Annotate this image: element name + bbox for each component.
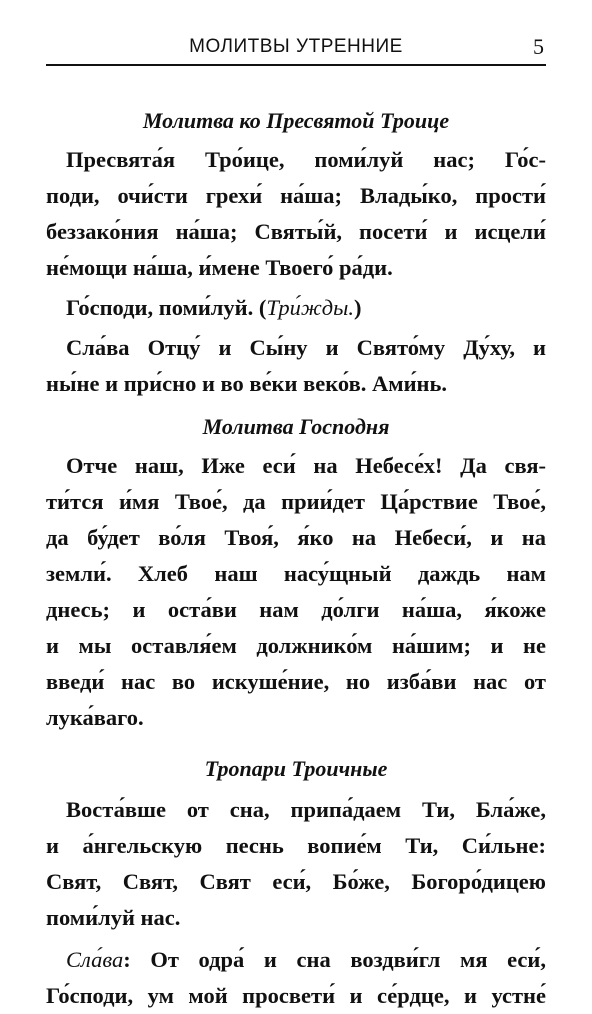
text-fragment: Го́споди, поми́луй. ( (66, 295, 267, 320)
text-fragment: : От одра́ и сна воздви́гл мя еси́, (123, 947, 546, 972)
text-line: лука́ваго. (46, 705, 144, 730)
paragraph (46, 792, 546, 936)
rubric-italic: Три́жды. (266, 295, 355, 320)
text-line: беззако́ния на́ша; Святы́й, посети́ и исцели́ (46, 219, 546, 244)
text-line: Пресвята́я Тро́ице, поми́луй нас; Го́с- (66, 147, 546, 172)
paragraph (46, 330, 546, 402)
text-line: Воста́вше от сна, припа́даем Ти, Бла́же, (66, 797, 546, 822)
text-line: и мы оставля́ем должнико́м на́шим; и не (46, 633, 546, 658)
text-fragment: ) (354, 295, 362, 320)
text-line: земли́. Хлеб наш насу́щный даждь нам (46, 561, 546, 586)
text-line: Го́споди, ум мой просвети́ и се́рдце, и устне́ (46, 983, 546, 1008)
book-page (46, 30, 546, 1014)
text-line: да бу́дет во́ля Твоя́, я́ко на Небеси́, и на (46, 525, 546, 550)
section-title-lords-prayer: Молитва Господня (202, 414, 390, 439)
section-title-trinity-troparia: Тропари Троичные (204, 756, 388, 781)
text-line (46, 942, 546, 978)
paragraph (46, 942, 546, 1014)
text-line: Свят, Свят, Свят еси́, Бо́же, Богоро́дицею (46, 869, 546, 894)
text-line: и а́нгельскую песнь вопие́м Ти, Си́льне: (46, 833, 546, 858)
page-header (46, 30, 546, 66)
text-line: Отче наш, Иже еси́ на Небесе́х! Да свя- (66, 453, 546, 478)
section-title-trinity-prayer: Молитва ко Пресвятой Троице (142, 108, 450, 133)
rubric-italic: Сла́ва (66, 947, 124, 972)
paragraph (46, 290, 546, 326)
text-line (46, 290, 546, 326)
text-line: не́мощи на́ша, и́мене Твоего́ ра́ди. (46, 255, 393, 280)
text-line: ти́тся и́мя Твое́, да прии́дет Ца́рствие Твое́, (46, 489, 546, 514)
text-line: ны́не и при́сно и во ве́ки веко́в. Ами́нь. (46, 371, 448, 396)
text-line: поди, очи́сти грехи́ на́ша; Влады́ко, прости́ (46, 183, 546, 208)
text-line: введи́ нас во искуше́ние, но изба́ви нас от (46, 669, 546, 694)
text-line: днесь; и оста́ви нам до́лги на́ша, я́коже (46, 597, 546, 622)
text-line: Сла́ва Отцу́ и Сы́ну и Свято́му Ду́ху, и (66, 335, 546, 360)
running-title: МОЛИТВЫ УТРЕННИЕ (189, 36, 403, 57)
page-number: 5 (533, 34, 544, 59)
paragraph (46, 142, 546, 286)
text-line: поми́луй нас. (46, 905, 181, 930)
paragraph (46, 448, 546, 736)
